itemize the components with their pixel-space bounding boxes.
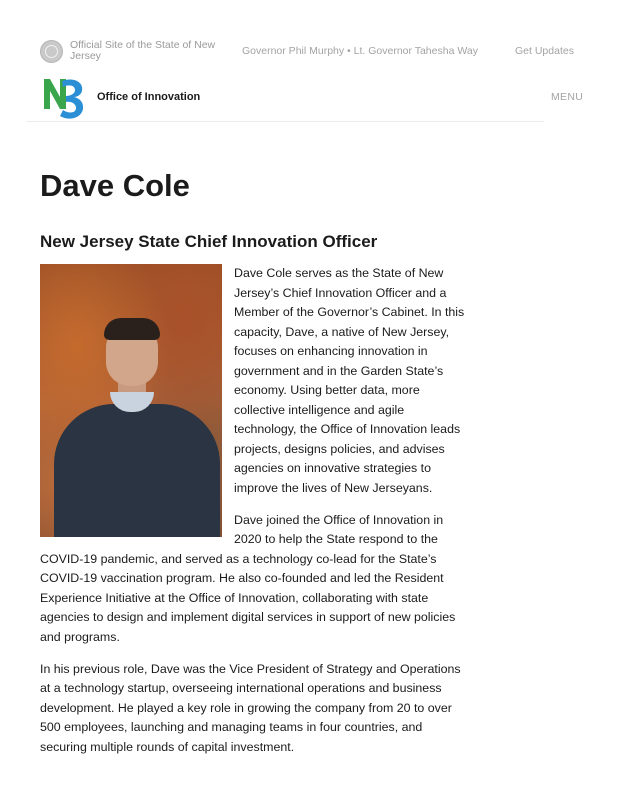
page-title: Dave Cole bbox=[40, 168, 190, 203]
profile-photo bbox=[40, 264, 222, 537]
bio-paragraph: In his previous role, Dave was the Vice President of Strategy and Operations at a technology startup, overseeing international operations and business development. He played a key role in growing the company from 20 to over 500 employees, launching and managing teams in four countries, and securing multiple rounds of capital investment. bbox=[40, 661, 461, 754]
get-updates-link[interactable]: Get Updates bbox=[515, 45, 574, 57]
nj-innovation-logo[interactable] bbox=[42, 75, 86, 121]
bio-paragraph: Dave joined the Office of Innovation in 2020 to help the State respond to the COVID-19 pandemic, and served as a technology co-lead for the State’s COVID-19 vaccination program. He also co-founded and led the Resident Experience Initiative at the Office of Innovation, collaborating with state agencies to design and implement digital services in support of new policies and programs. bbox=[40, 512, 456, 644]
governor-link[interactable]: Governor Phil Murphy • Lt. Governor Tahesha Way bbox=[242, 45, 478, 57]
bio-content bbox=[40, 264, 468, 770]
bio-paragraph: Dave Cole serves as the State of New Jersey’s Chief Innovation Officer and a Member of the Governor’s Cabinet. In this capacity, Dave, a native of New Jersey, focuses on enhancing innovation in government and in the Garden State’s economy. Using better data, more collective intelligence and agile technology, the Office of Innovation leads projects, designs policies, and advises agencies on innovative strategies to improve the lives of New Jerseyans. bbox=[234, 266, 465, 495]
office-of-innovation-link[interactable]: Office of Innovation bbox=[97, 91, 201, 103]
site-header bbox=[26, 72, 544, 122]
menu-button[interactable]: MENU bbox=[551, 91, 584, 103]
nj-state-seal-icon bbox=[40, 40, 63, 63]
top-bar bbox=[40, 38, 580, 66]
official-site-link[interactable]: Official Site of the State of New Jersey bbox=[70, 39, 216, 62]
page-subtitle: New Jersey State Chief Innovation Officer bbox=[40, 232, 378, 251]
